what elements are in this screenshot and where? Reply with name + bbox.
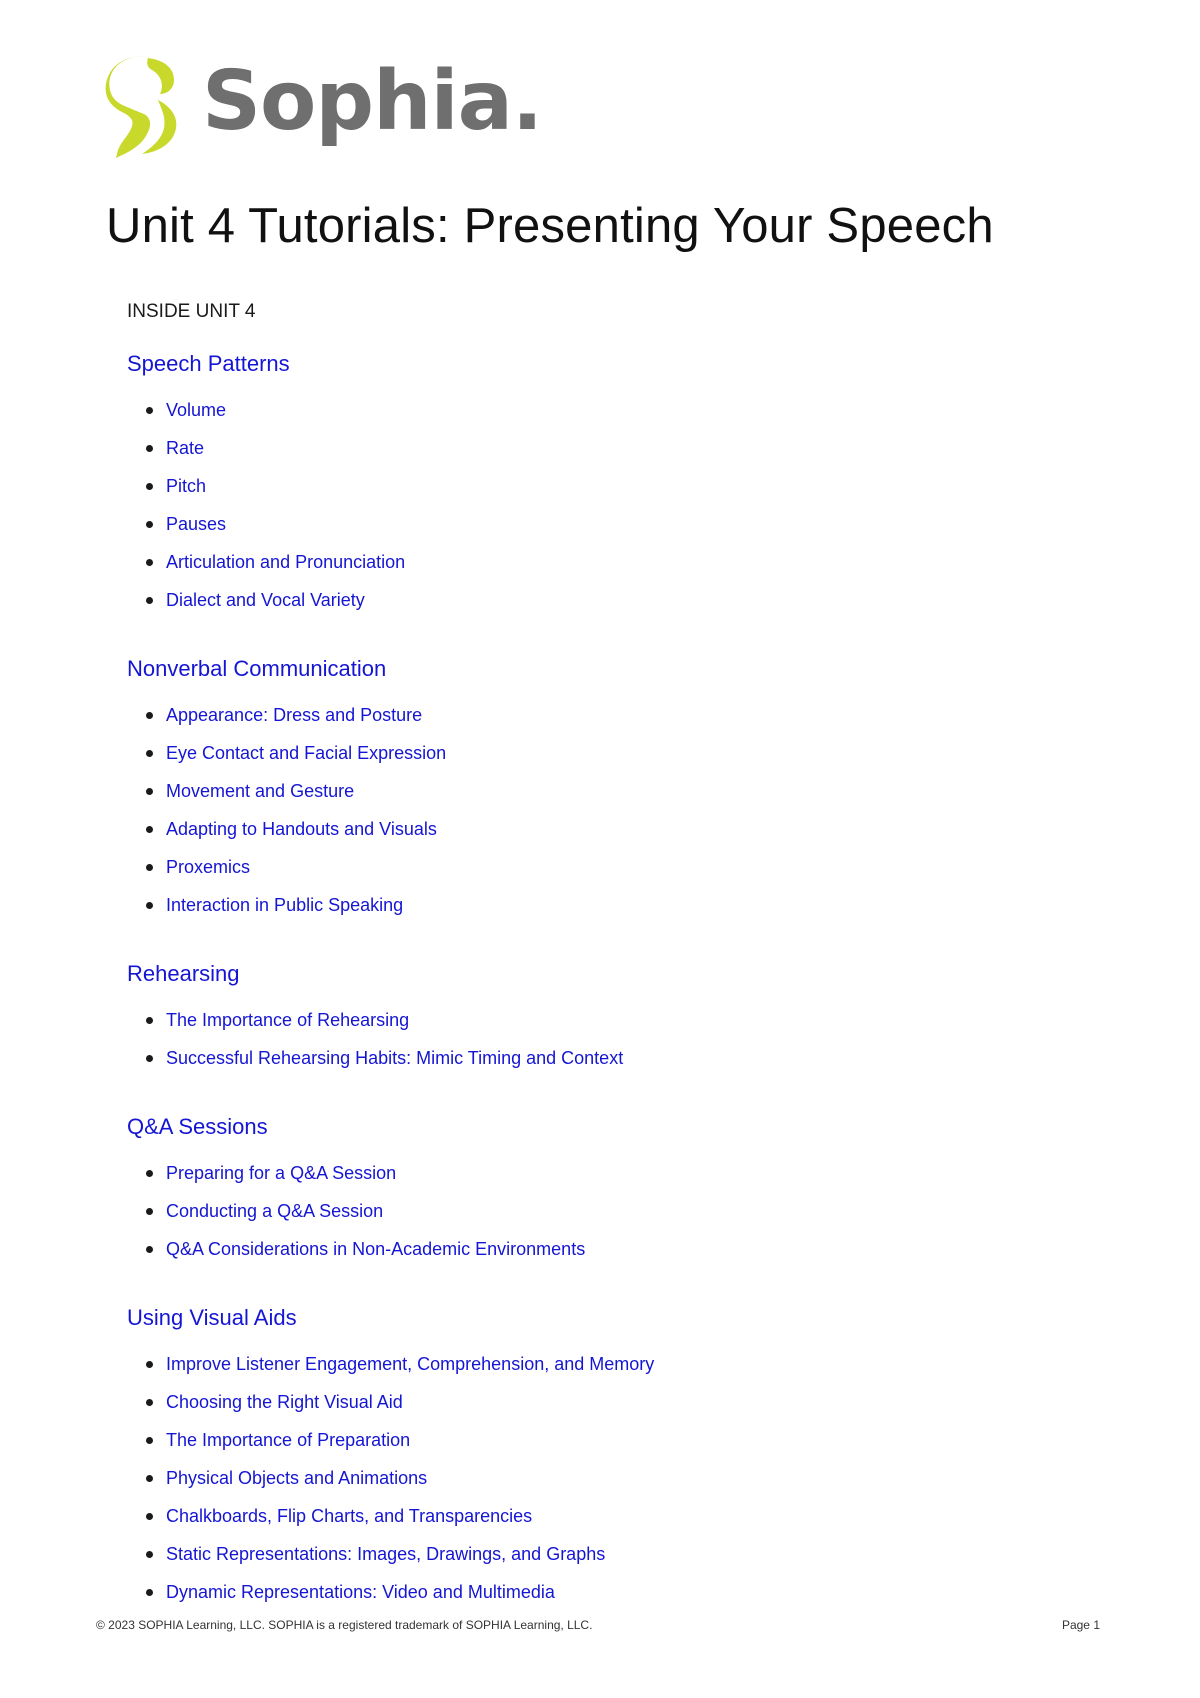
list-item: [127, 476, 1127, 514]
list-item: [127, 1506, 1127, 1544]
bullet-icon: [146, 826, 153, 833]
bullet-icon: [146, 1513, 153, 1520]
list-item: [127, 438, 1127, 476]
bullet-icon: [146, 1055, 153, 1062]
topic-link[interactable]: Choosing the Right Visual Aid: [166, 1392, 403, 1412]
topic-link[interactable]: The Importance of Preparation: [166, 1430, 411, 1450]
section-heading[interactable]: Rehearsing: [127, 961, 240, 986]
topic-list: [127, 1354, 1127, 1620]
topic-link[interactable]: Conducting a Q&A Session: [166, 1201, 384, 1221]
bullet-icon: [146, 521, 153, 528]
bullet-icon: [146, 407, 153, 414]
list-item: [127, 1163, 1127, 1201]
topic-link[interactable]: Pitch: [166, 476, 207, 496]
topic-link[interactable]: Chalkboards, Flip Charts, and Transparencies: [166, 1506, 533, 1526]
sophia-logo: [104, 54, 542, 158]
bullet-icon: [146, 750, 153, 757]
list-item: [127, 590, 1127, 628]
list-item: [127, 781, 1127, 819]
sophia-logo-wordmark: Sophia.: [202, 54, 543, 149]
bullet-icon: [146, 1017, 153, 1024]
bullet-icon: [146, 712, 153, 719]
bullet-icon: [146, 1170, 153, 1177]
section-heading[interactable]: Nonverbal Communication: [127, 656, 387, 681]
topic-link[interactable]: Dynamic Representations: Video and Multimedia: [166, 1582, 555, 1602]
list-item: [127, 552, 1127, 590]
topic-link[interactable]: Movement and Gesture: [166, 781, 355, 801]
bullet-icon: [146, 1475, 153, 1482]
topic-link[interactable]: Eye Contact and Facial Expression: [166, 743, 447, 763]
topic-link[interactable]: Q&A Considerations in Non-Academic Environments: [166, 1239, 586, 1259]
list-item: [127, 1010, 1127, 1048]
bullet-icon: [146, 559, 153, 566]
list-item: [127, 1468, 1127, 1506]
bullet-icon: [146, 1246, 153, 1253]
section-heading[interactable]: Q&A Sessions: [127, 1114, 268, 1139]
topic-link[interactable]: The Importance of Rehearsing: [166, 1010, 410, 1030]
topic-link[interactable]: Appearance: Dress and Posture: [166, 705, 423, 725]
bullet-icon: [146, 1437, 153, 1444]
bullet-icon: [146, 1399, 153, 1406]
list-item: [127, 1048, 1127, 1086]
topic-link[interactable]: Successful Rehearsing Habits: Mimic Timing and Context: [166, 1048, 624, 1068]
bullet-icon: [146, 864, 153, 871]
list-item: [127, 819, 1127, 857]
topic-link[interactable]: Interaction in Public Speaking: [166, 895, 404, 915]
list-item: [127, 1544, 1127, 1582]
list-item: [127, 1354, 1127, 1392]
bullet-icon: [146, 597, 153, 604]
topic-link[interactable]: Proxemics: [166, 857, 251, 877]
topic-link[interactable]: Pauses: [166, 514, 227, 534]
topic-link[interactable]: Preparing for a Q&A Session: [166, 1163, 397, 1183]
topic-link[interactable]: Rate: [166, 438, 205, 458]
list-item: [127, 514, 1127, 552]
unit-contents: [127, 300, 1127, 1647]
topic-list: [127, 400, 1127, 628]
list-item: [127, 1239, 1127, 1277]
section-heading[interactable]: Using Visual Aids: [127, 1305, 297, 1330]
sophia-logo-mark-icon: [104, 54, 180, 158]
list-item: [127, 1430, 1127, 1468]
topic-link[interactable]: Volume: [166, 400, 227, 420]
bullet-icon: [146, 445, 153, 452]
list-item: [127, 895, 1127, 933]
page-number: Page 1: [1061, 1618, 1100, 1632]
topic-link[interactable]: Physical Objects and Animations: [166, 1468, 428, 1488]
bullet-icon: [146, 483, 153, 490]
bullet-icon: [146, 788, 153, 795]
list-item: [127, 705, 1127, 743]
list-item: [127, 1201, 1127, 1239]
section-list: [127, 350, 1127, 1620]
topic-list: [127, 1010, 1127, 1086]
topic-list: [127, 705, 1127, 933]
list-item: [127, 400, 1127, 438]
bullet-icon: [146, 1589, 153, 1596]
topic-link[interactable]: Adapting to Handouts and Visuals: [166, 819, 437, 839]
list-item: [127, 857, 1127, 895]
list-item: [127, 1582, 1127, 1620]
topic-link[interactable]: Improve Listener Engagement, Comprehension, and Memory: [166, 1354, 655, 1374]
page-title: Unit 4 Tutorials: Presenting Your Speech: [106, 199, 994, 253]
bullet-icon: [146, 902, 153, 909]
bullet-icon: [146, 1361, 153, 1368]
list-item: [127, 743, 1127, 781]
unit-label: INSIDE UNIT 4: [127, 301, 256, 322]
topic-link[interactable]: Articulation and Pronunciation: [166, 552, 406, 572]
bullet-icon: [146, 1551, 153, 1558]
topic-list: [127, 1163, 1127, 1277]
topic-link[interactable]: Dialect and Vocal Variety: [166, 590, 365, 610]
copyright-notice: © 2023 SOPHIA Learning, LLC. SOPHIA is a registered trademark of SOPHIA Learning, LLC.: [96, 1618, 593, 1632]
section-heading[interactable]: Speech Patterns: [127, 351, 290, 376]
topic-link[interactable]: Static Representations: Images, Drawings, and Graphs: [166, 1544, 606, 1564]
bullet-icon: [146, 1208, 153, 1215]
list-item: [127, 1392, 1127, 1430]
